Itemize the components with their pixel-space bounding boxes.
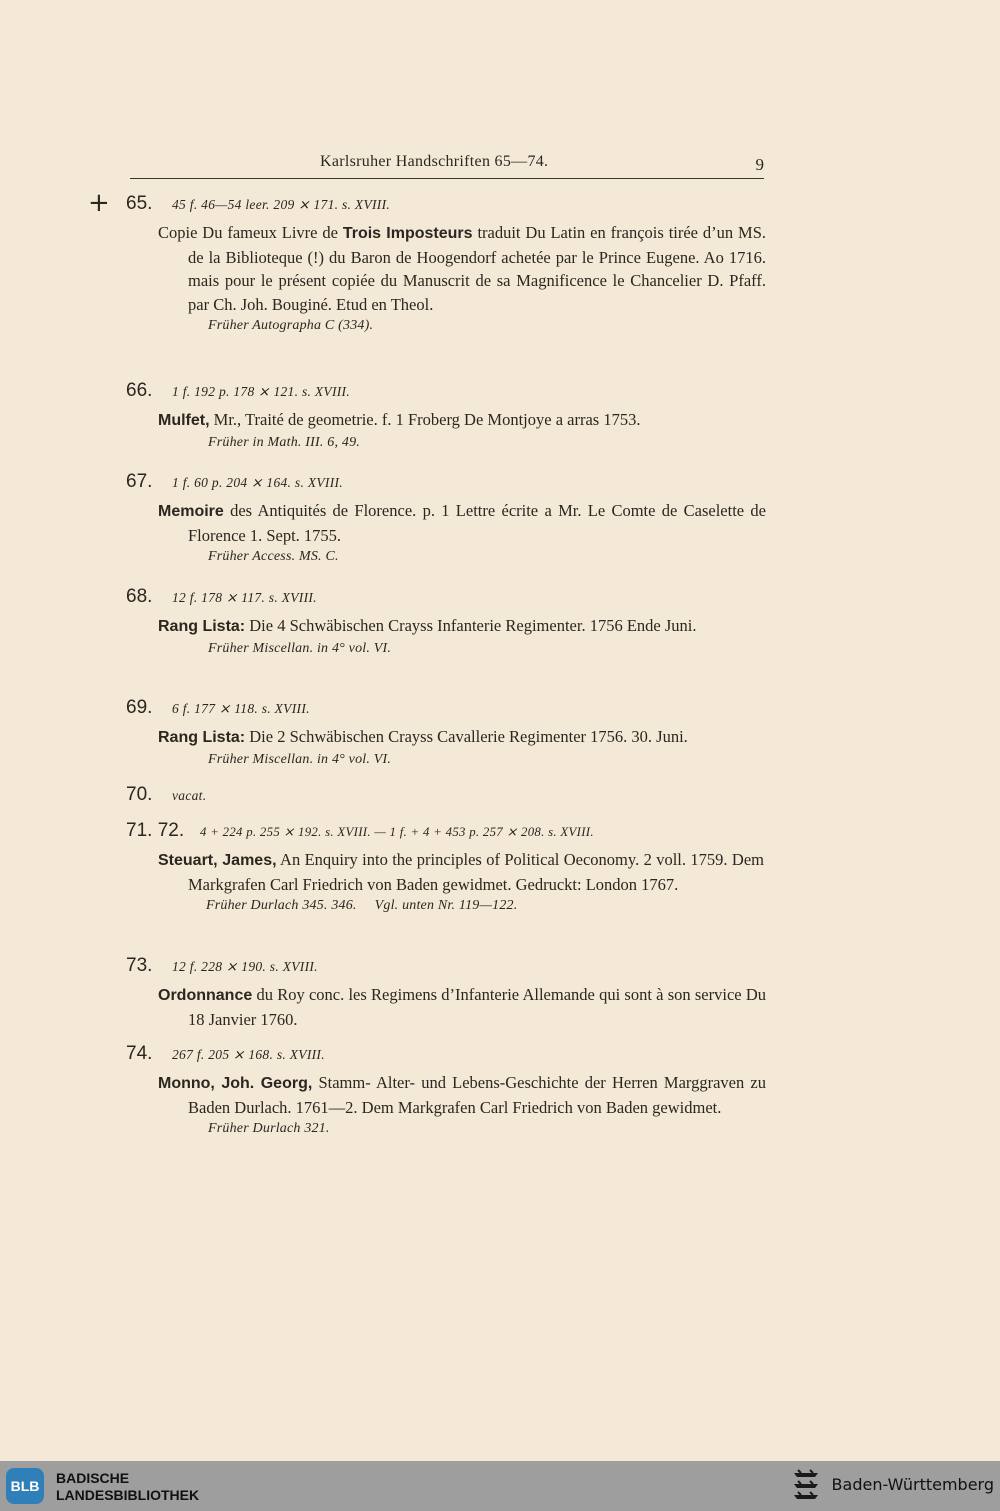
blb-logo[interactable]: BLB (6, 1468, 44, 1504)
entry-meta: 1 f. 60 p. 204 ⨯ 164. s. XVIII. (172, 475, 343, 490)
entry-title: Ordonnance (158, 987, 253, 1004)
entry-title: Mulfet, (158, 412, 210, 429)
catalog-entry-73 (126, 955, 766, 1031)
header-title: Karlsruher Handschriften 65—74. (320, 153, 549, 170)
entry-meta: 12 f. 228 ⨯ 190. s. XVIII. (172, 959, 318, 974)
entry-text: Mr., Traité de geometrie. f. 1 Froberg De Montjoye a arras 1753. (209, 410, 641, 429)
entry-number: 67. (126, 471, 153, 492)
entry-meta: 1 f. 192 p. 178 ⨯ 121. s. XVIII. (172, 384, 351, 399)
entry-provenance: Früher Autographa C (334). (208, 318, 374, 333)
page-number: 9 (755, 155, 764, 174)
entry-text: des Antiquités de Florence. p. 1 Lettre écrite a Mr. Le Comte de Caselette de Florence 1. Sept. 1755. (188, 501, 766, 545)
catalog-entry-65 (126, 193, 766, 334)
entry-provenance: Früher Miscellan. in 4° vol. VI. (208, 751, 392, 767)
catalog-entry-66 (126, 380, 766, 451)
entry-meta: 267 f. 205 ⨯ 168. s. XVIII. (172, 1047, 325, 1062)
library-name-line2: LANDESBIBLIOTHEK (56, 1487, 200, 1503)
entry-pre: Copie Du fameux Livre de (158, 223, 343, 242)
entry-meta: 12 f. 178 ⨯ 117. s. XVIII. (172, 590, 317, 605)
entry-text: Die 4 Schwäbischen Crayss Infanterie Regimenter. 1756 Ende Juni. (245, 616, 697, 635)
entry-text: traduit Du Latin en françois tirée d’un MS. de la Biblioteque (!) du Baron de Hoogendorf achetée par le Prince Eugene. Ao 1716. mais pour le présent copiée du Manuscrit de sa Magnificence le Chancelier D. Pfaff. par Ch. Joh. Bouginé. Etud en Theol. (188, 223, 767, 314)
entry-number: 65. (126, 193, 153, 214)
entry-title: Steuart, James, (158, 852, 277, 869)
entry-text: du Roy conc. les Regimens d’Infanterie Allemande qui sont à son service Du 18 Janvier 1760. (188, 985, 766, 1029)
entry-meta: vacat. (172, 788, 207, 803)
running-header (130, 150, 764, 179)
entry-number: 68. (126, 586, 153, 607)
catalog-entry-70 (126, 784, 766, 806)
footer-bar (0, 1461, 1000, 1511)
entry-title: Rang Lista: (158, 618, 246, 635)
entry-number: 71. 72. (126, 820, 185, 841)
entry-provenance: Früher Durlach 321. (208, 1121, 330, 1136)
margin-mark: + (88, 188, 110, 218)
catalog-entry-69 (126, 697, 766, 768)
entry-title: Rang Lista: (158, 729, 246, 746)
catalog-entry-68 (126, 586, 766, 657)
entry-number: 70. (126, 784, 153, 805)
entry-number: 66. (126, 380, 153, 401)
entry-meta: 6 f. 177 ⨯ 118. s. XVIII. (172, 701, 310, 716)
entry-text: An Enquiry into the principles of Political Oeconomy. 2 voll. 1759. Dem Markgrafen Carl Friedrich von Baden gewidmet. Gedruckt: London 1767. (188, 850, 765, 894)
state-name[interactable]: Baden-Württemberg (831, 1475, 994, 1494)
entry-title: Memoire (158, 503, 224, 520)
entry-text: Die 2 Schwäbischen Crayss Cavallerie Regimenter 1756. 30. Juni. (245, 727, 688, 746)
catalog-entry-74 (126, 1043, 766, 1137)
entry-number: 73. (126, 955, 153, 976)
entry-number: 74. (126, 1043, 153, 1064)
entry-crossref: Vgl. unten Nr. 119—122. (374, 898, 518, 913)
entry-text: Stamm- Alter- und Lebens-Geschichte der Herren Marggraven zu Baden Durlach. 1761—2. Dem Markgrafen Carl Friedrich von Baden gewidmet. (188, 1073, 766, 1117)
library-name-line1: BADISCHE (56, 1470, 130, 1486)
entry-provenance: Früher Miscellan. in 4° vol. VI. (208, 640, 392, 656)
entry-number: 69. (126, 697, 153, 718)
entry-provenance: Früher in Math. III. 6, 49. (208, 434, 360, 450)
entry-provenance: Früher Durlach 345. 346. (206, 898, 357, 913)
entry-meta: 45 f. 46—54 leer. 209 ⨯ 171. s. XVIII. (172, 197, 391, 212)
catalog-entry-71-72 (126, 820, 776, 914)
entry-title: Trois Imposteurs (342, 225, 473, 242)
library-name[interactable] (56, 1470, 199, 1504)
entry-provenance: Früher Access. MS. C. (208, 549, 339, 564)
lions-crest-icon (790, 1467, 822, 1505)
entry-meta: 4 + 224 p. 255 ⨯ 192. s. XVIII. — 1 f. + 4 + 453 p. 257 ⨯ 208. s. XVIII. (200, 825, 594, 839)
entry-title: Monno, Joh. Georg, (158, 1075, 313, 1092)
catalog-entry-67 (126, 471, 766, 565)
